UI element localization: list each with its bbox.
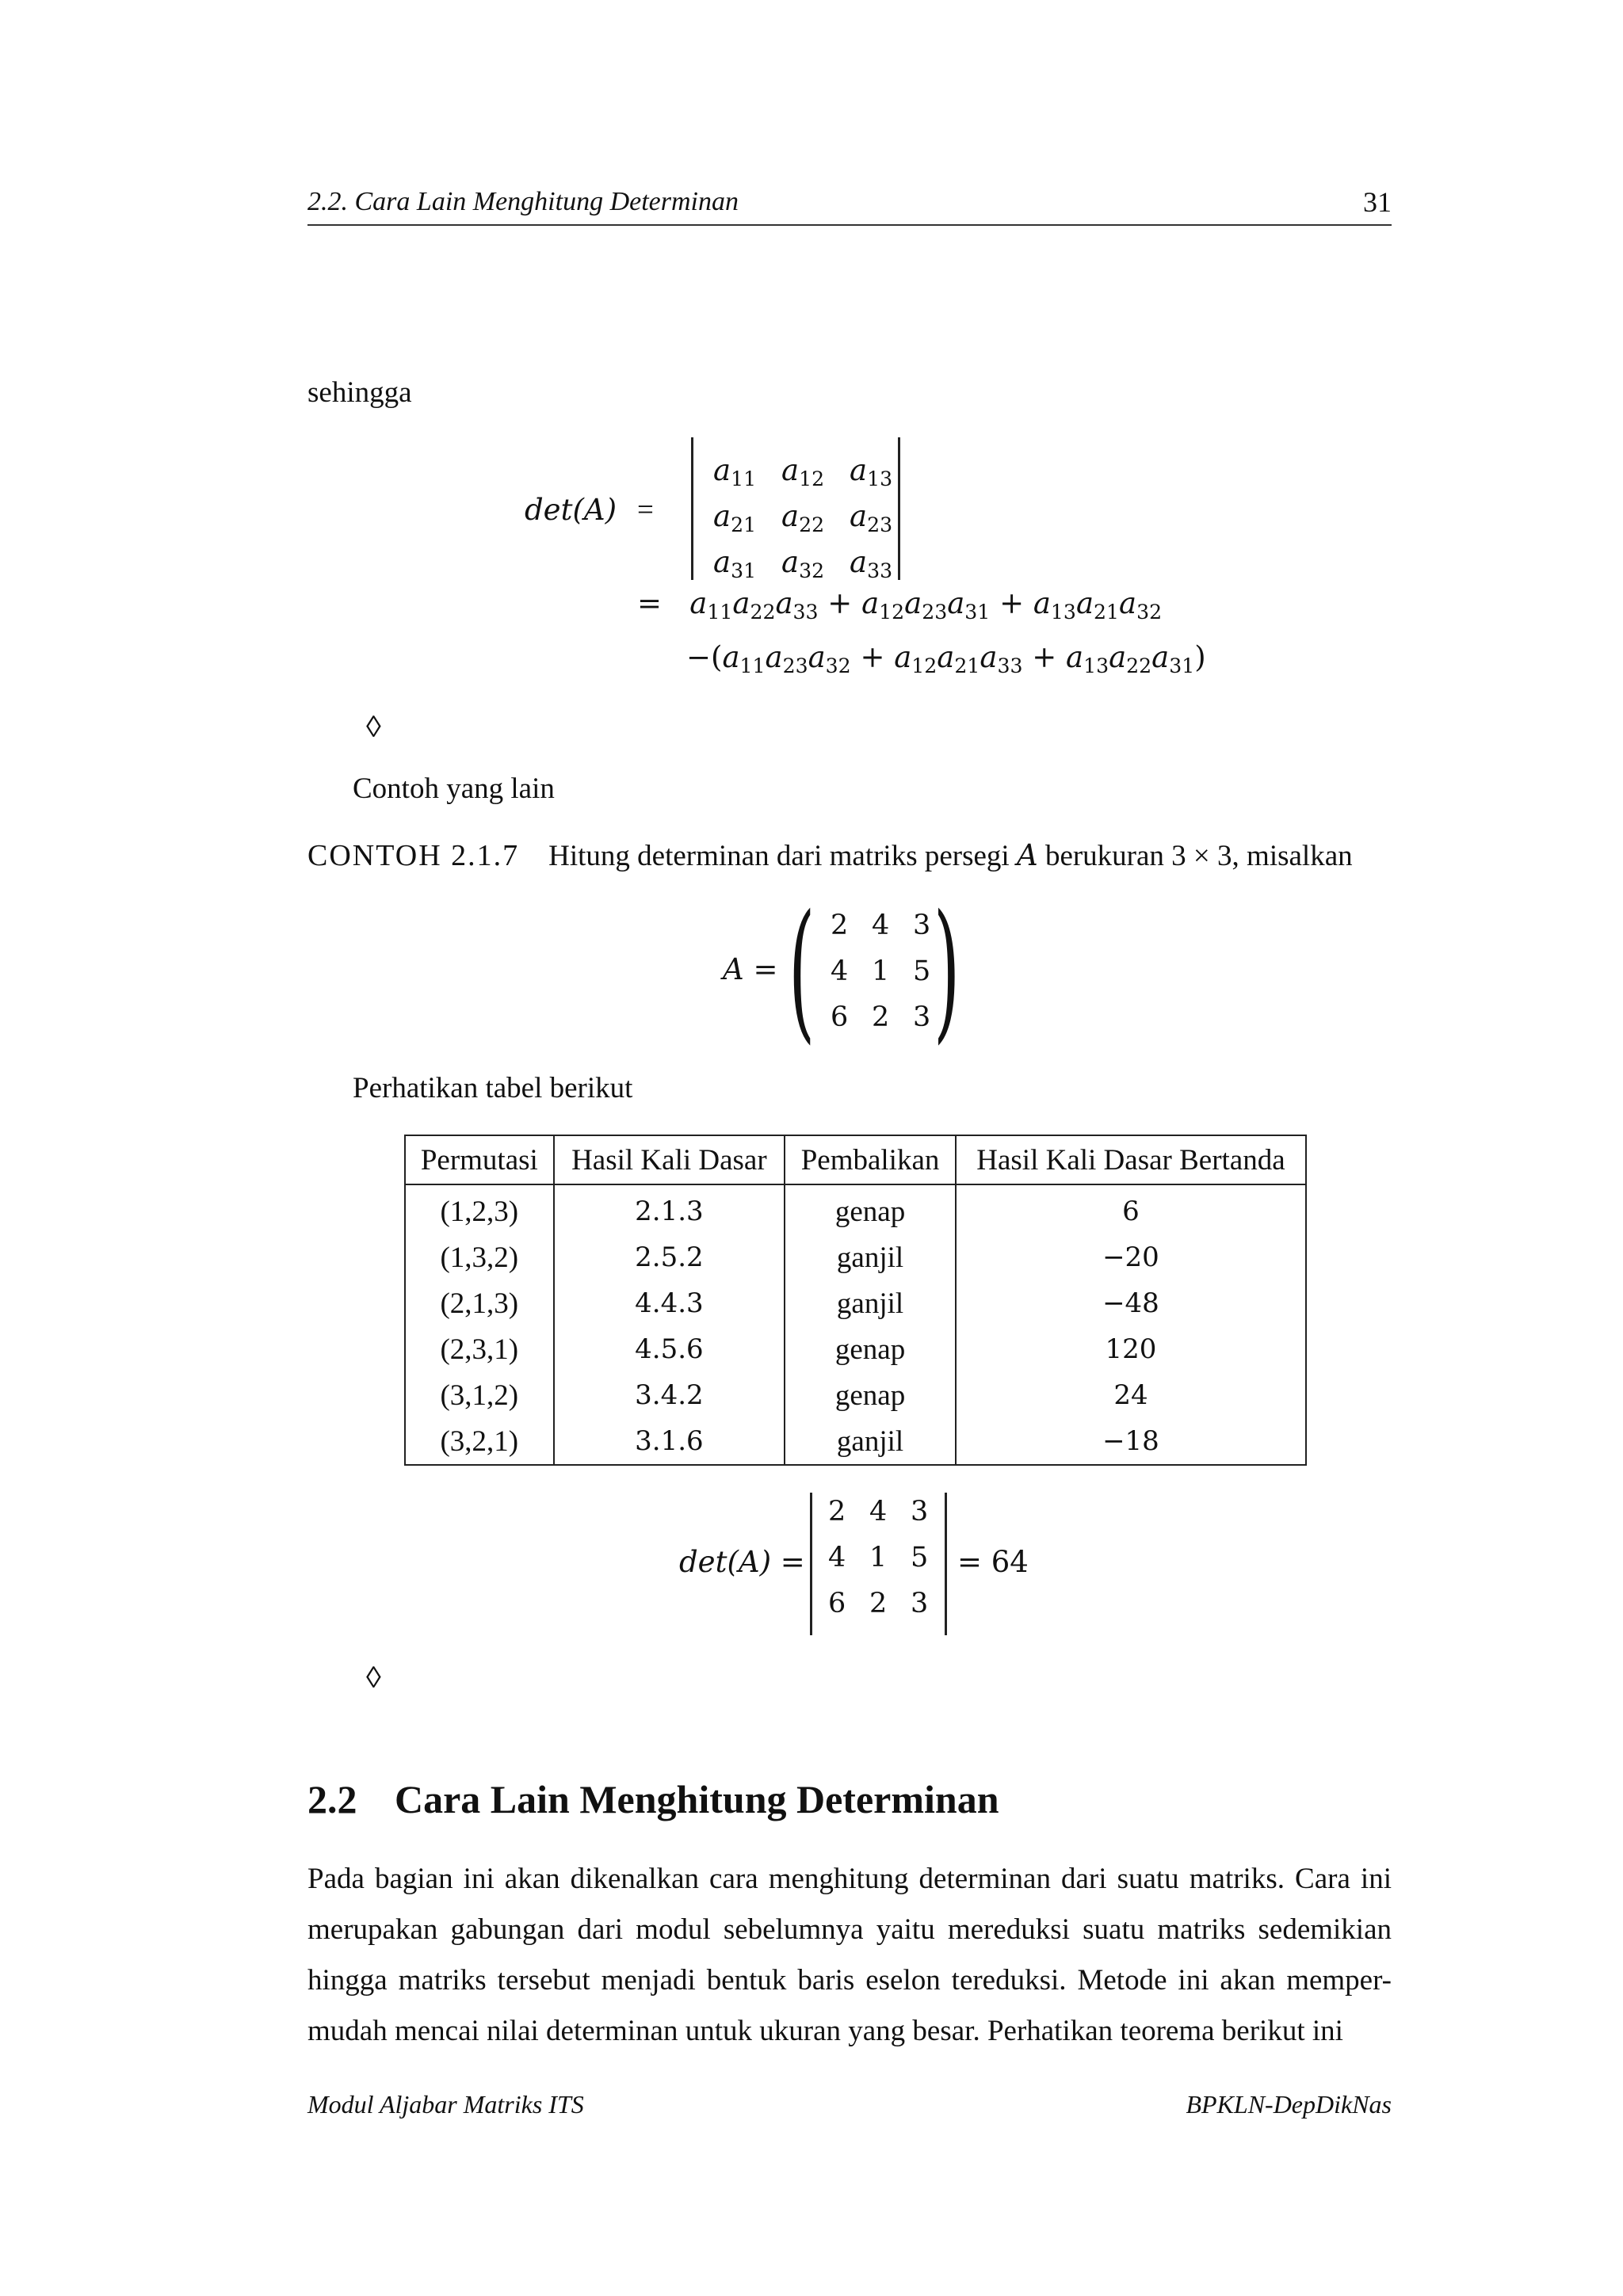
matrix-entry: $a_{11}$ — [713, 453, 757, 491]
table-cell: 4.5.6 — [554, 1326, 785, 1372]
table-cell: genap — [785, 1372, 956, 1418]
table-header-cell: Permutasi — [405, 1135, 554, 1184]
paragraph-line: Pada bagian ini akan dikenalkan cara menghitung determinan dari suatu matriks. Cara ini — [307, 1863, 1392, 1895]
section-heading — [307, 1776, 999, 1822]
det-bar-left — [691, 437, 693, 580]
result-rhs: = 64 — [957, 1545, 1029, 1579]
other-example-text: Contoh yang lain — [353, 772, 555, 805]
table-cell: 24 — [956, 1372, 1306, 1418]
end-proof-diamond-2: ◊ — [366, 1661, 381, 1695]
expansion-line-1: = $a_{11}a_{22}a_{33} + a_{12}a_{23}a_{31} + a_{13}a_{21}a_{32}$ — [637, 586, 1163, 624]
table-cell: 2.5.2 — [554, 1234, 785, 1280]
table-intro: Perhatikan tabel berikut — [353, 1072, 633, 1104]
matrix-entry: 5 — [911, 1542, 929, 1573]
table-row — [405, 1326, 1306, 1372]
matrix-entry: 6 — [831, 1001, 849, 1033]
matrix-entry: 2 — [828, 1496, 846, 1527]
table-header-cell: Pembalikan — [785, 1135, 956, 1184]
paragraph-line: mudah mencai nilai determinan untuk ukuran yang besar. Perhatikan teorema berikut ini — [307, 2015, 1343, 2047]
example-text-before: Hitung determinan dari matriks persegi — [548, 840, 1010, 872]
table-cell: (3,1,2) — [405, 1372, 554, 1418]
end-proof-diamond-1: ◊ — [366, 711, 381, 744]
matrix-entry: $a_{33}$ — [850, 545, 893, 583]
matrix-entry: 2 — [831, 910, 849, 941]
table-cell: (1,2,3) — [405, 1184, 554, 1234]
running-header-title: 2.2. Cara Lain Menghitung Determinan — [307, 187, 739, 216]
section-number: 2.2 — [307, 1777, 357, 1821]
matrix-entry: 1 — [872, 955, 890, 987]
table-cell: ganjil — [785, 1280, 956, 1326]
matrix-entry: 3 — [913, 1001, 931, 1033]
matrix-entry: $a_{12}$ — [781, 453, 825, 491]
footer-left: Modul Aljabar Matriks ITS — [307, 2090, 584, 2119]
det-lhs: det(A) — [525, 493, 617, 527]
table-cell: genap — [785, 1184, 956, 1234]
matrix-entry: 5 — [913, 955, 931, 987]
table-cell: 2.1.3 — [554, 1184, 785, 1234]
matrix-entry: $a_{31}$ — [713, 545, 757, 583]
paren-right: ) — [934, 883, 960, 1058]
matrix-entry: 6 — [828, 1588, 846, 1619]
table-cell: (2,1,3) — [405, 1280, 554, 1326]
result-lhs: det(A) = — [679, 1545, 805, 1579]
paragraph-line: merupakan gabungan dari modul sebelumnya yaitu mereduksi suatu matriks sedemikian — [307, 1913, 1392, 1946]
table-cell: −18 — [956, 1418, 1306, 1465]
matrix-entry: $a_{22}$ — [781, 499, 825, 537]
matrix-entry: $a_{21}$ — [713, 499, 757, 537]
section-title: Cara Lain Menghitung Determinan — [395, 1777, 999, 1821]
matrix-entry: $a_{23}$ — [850, 499, 893, 537]
matrix-entry: 4 — [828, 1542, 846, 1573]
table-cell: (1,3,2) — [405, 1234, 554, 1280]
table-row — [405, 1234, 1306, 1280]
det-equals: = — [637, 494, 654, 526]
table-header-cell: Hasil Kali Dasar Bertanda — [956, 1135, 1306, 1184]
expansion-line-2: $-(a_{11}a_{23}a_{32} + a_{12}a_{21}a_{33} + a_{13}a_{22}a_{31})$ — [686, 640, 1206, 678]
matrix-entry: 4 — [831, 955, 849, 987]
result-bar-right — [945, 1493, 947, 1635]
table-cell: genap — [785, 1326, 956, 1372]
table-body — [405, 1184, 1306, 1465]
matrix-entry: 2 — [872, 1001, 890, 1033]
table-row — [405, 1280, 1306, 1326]
table-cell: 120 — [956, 1326, 1306, 1372]
matrix-entry: 4 — [869, 1496, 888, 1527]
table-row — [405, 1372, 1306, 1418]
table-header-cell: Hasil Kali Dasar — [554, 1135, 785, 1184]
matrix-entry: 3 — [911, 1588, 929, 1619]
example-label: CONTOH 2.1.7 — [307, 839, 520, 872]
example-text-mid: berukuran 3 × 3, misalkan — [1044, 840, 1353, 872]
example-var: A — [1016, 838, 1038, 872]
det-bar-right — [898, 437, 900, 580]
table-cell: 3.1.6 — [554, 1418, 785, 1465]
table-cell: 3.4.2 — [554, 1372, 785, 1418]
table-cell: 4.4.3 — [554, 1280, 785, 1326]
paren-left: ( — [789, 883, 815, 1058]
table-cell: ganjil — [785, 1234, 956, 1280]
table-row — [405, 1184, 1306, 1234]
table-cell: −20 — [956, 1234, 1306, 1280]
matrix-entry: 4 — [872, 910, 890, 941]
result-bar-left — [810, 1493, 812, 1635]
matrix-entry: 1 — [869, 1542, 888, 1573]
table-header-row — [405, 1135, 1306, 1184]
matrix-entry: $a_{13}$ — [850, 453, 893, 491]
permutation-table — [404, 1135, 1307, 1466]
footer-right: BPKLN-DepDikNas — [1186, 2090, 1392, 2119]
matrix-entry: 2 — [869, 1588, 888, 1619]
table-cell: −48 — [956, 1280, 1306, 1326]
section-paragraph — [307, 1854, 1392, 2057]
page-number: 31 — [1363, 186, 1392, 218]
matrix-lhs: A = — [723, 952, 778, 986]
example-statement — [307, 838, 1353, 875]
matrix-entry: 3 — [913, 910, 931, 941]
matrix-entry: 3 — [911, 1496, 929, 1527]
table-cell: (3,2,1) — [405, 1418, 554, 1465]
intro-word: sehingga — [307, 376, 412, 409]
table-cell: 6 — [956, 1184, 1306, 1234]
table-cell: ganjil — [785, 1418, 956, 1465]
header-rule — [307, 224, 1392, 226]
paragraph-line: hingga matriks tersebut menjadi bentuk baris eselon tereduksi. Metode ini akan memper- — [307, 1964, 1392, 1997]
table-row — [405, 1418, 1306, 1465]
table-cell: (2,3,1) — [405, 1326, 554, 1372]
matrix-entry: $a_{32}$ — [781, 545, 825, 583]
